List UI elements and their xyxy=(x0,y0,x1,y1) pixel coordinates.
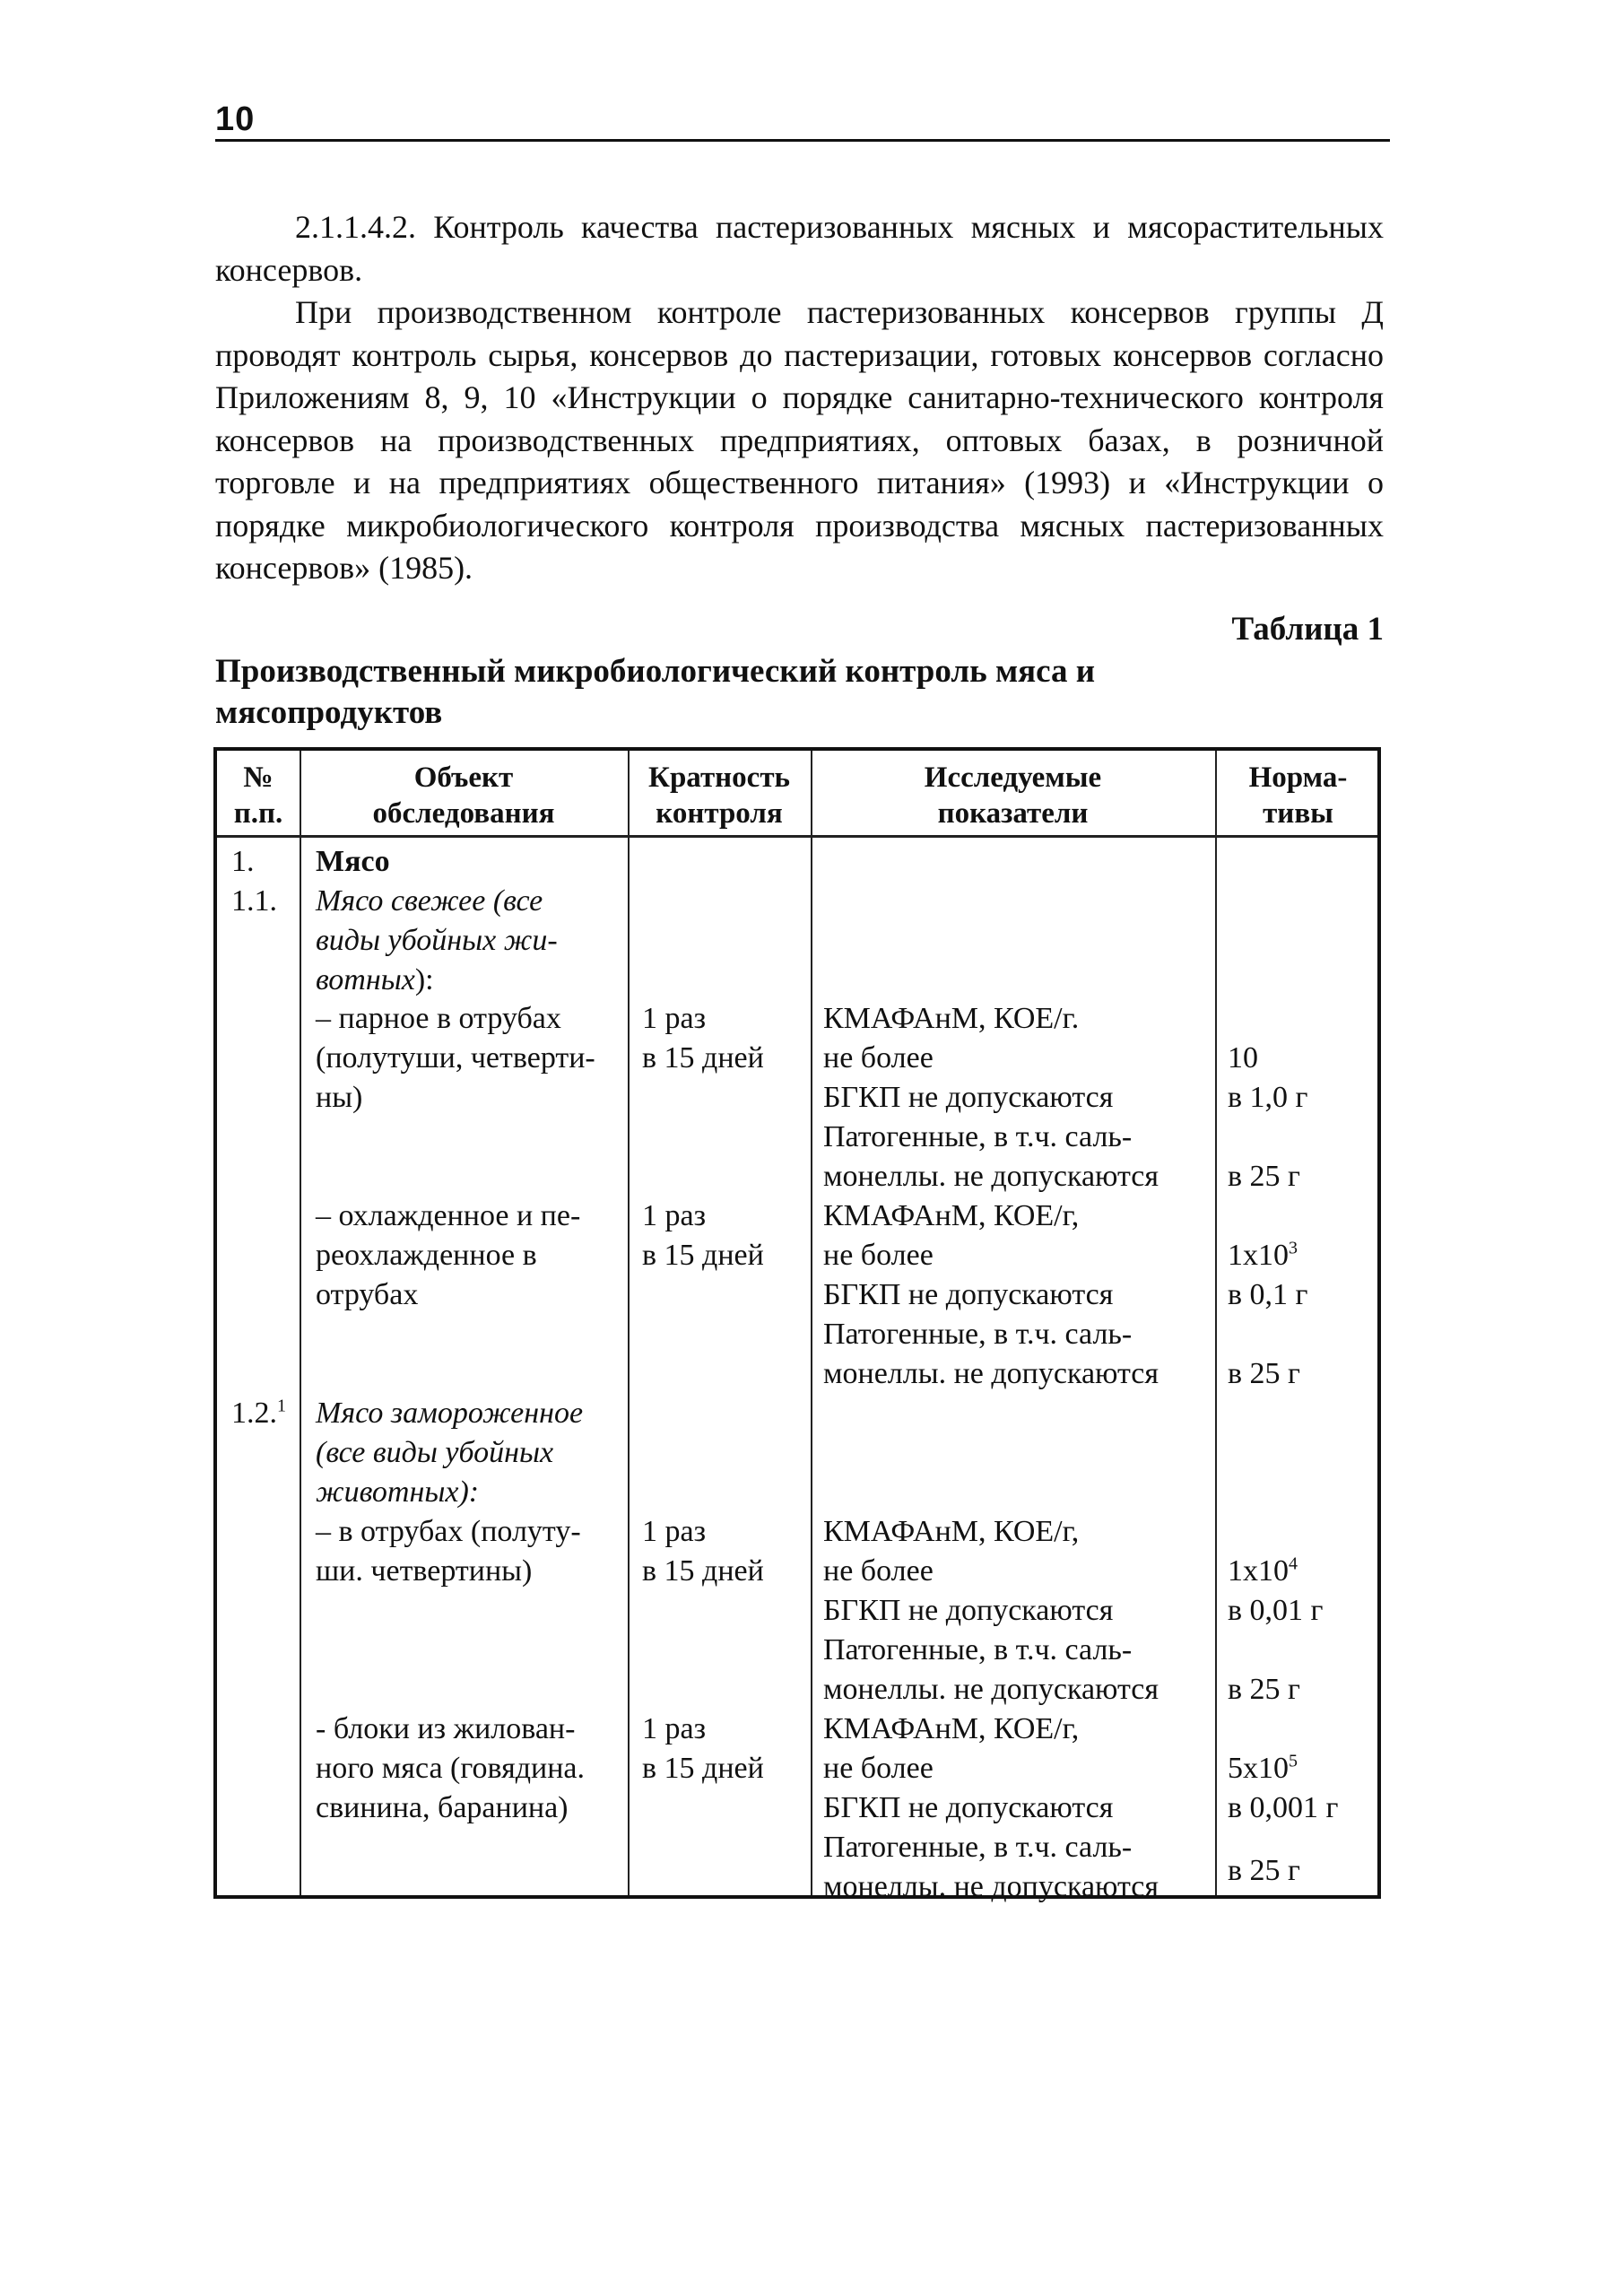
row-norm: $1х10^4$ xyxy=(1228,1553,1298,1588)
header-rule xyxy=(215,139,1390,142)
table-label: Таблица 1 xyxy=(1231,611,1384,648)
row-frequency: 1 раз в 15 дней xyxy=(642,1002,764,1075)
row-norm: $1х10^3$ xyxy=(1228,1238,1298,1272)
row-norm: 10 xyxy=(1228,1041,1258,1075)
row-norm: в 25 г xyxy=(1228,1160,1300,1193)
section-heading-paragraph: 2.1.1.4.2. Контроль качества пастеризованных мясных и мясорастительных консервов. xyxy=(215,209,1384,288)
row-indicators: КМАФАнМ, КОЕ/г. не более БГКП не допускаются Патогенные, в т.ч. саль- монеллы. не допускаются xyxy=(823,1002,1159,1193)
row-num: 1.1. xyxy=(231,884,277,918)
row-norm: в 25 г xyxy=(1228,1673,1300,1706)
row-indicators: КМАФАнМ, КОЕ/г, не более БГКП не допускаются Патогенные, в т.ч. саль- монеллы. не допускаются xyxy=(823,1199,1159,1390)
header-row-divider xyxy=(217,835,1377,838)
row-norm: в 25 г xyxy=(1228,1357,1300,1390)
column-divider xyxy=(300,751,301,1895)
header-num: № п.п. xyxy=(233,761,283,830)
header-indicators: Исследуемые показатели xyxy=(924,761,1102,830)
table-title: Производственный микробиологический контроль мяса и мясопродуктов xyxy=(215,653,1096,731)
column-divider xyxy=(1215,751,1217,1895)
row-object: – охлажденное и пе- реохлажденное в отрубах xyxy=(316,1199,581,1311)
row-object: – парное в отрубах (полутуши, четверти- ны) xyxy=(316,1002,595,1114)
row-norm: в 25 г xyxy=(1228,1854,1300,1887)
column-divider xyxy=(811,751,812,1895)
row-frequency: 1 раз в 15 дней xyxy=(642,1515,764,1588)
page-number: 10 xyxy=(215,100,256,138)
row-frequency: 1 раз в 15 дней xyxy=(642,1199,764,1272)
row-indicators: КМАФАнМ, КОЕ/г, не более БГКП не допускаются Патогенные, в т.ч. саль- монеллы. не допускаются xyxy=(823,1515,1159,1706)
row-num: 1. xyxy=(231,845,255,878)
row-norm: $5х10^5$ xyxy=(1228,1751,1298,1785)
row-object: – в отрубах (полуту- ши. четвертины) xyxy=(316,1515,581,1588)
body-paragraph: При производственном контроле пастеризованных консервов группы Д проводят контроль сырья, консервов до пастеризации, готовых консервов согласно Приложениям 8, 9, 10 «Инструкции о порядке санитарно-технического контроля консервов на производственных предприятиях, оптовых базах, в розничной торговле и на предприятиях общественного питания» (1993) и «Инструкции о порядке микробиологического контроля производства мясных пастеризованных консервов» (1985). xyxy=(215,294,1384,586)
row-num: 1.2.$^1$ xyxy=(231,1396,286,1430)
row-frequency: 1 раз в 15 дней xyxy=(642,1712,764,1785)
header-frequency: Кратность контроля xyxy=(648,761,790,830)
row-norm: в 0,1 г xyxy=(1228,1278,1308,1311)
control-table xyxy=(213,747,1381,1903)
row-object: - блоки из жилован- ного мяса (говядина. свинина, баранина) xyxy=(316,1712,585,1824)
header-object: Объект обследования xyxy=(372,761,555,830)
column-divider xyxy=(628,751,630,1895)
row-object-heading: Мясо xyxy=(316,845,390,878)
header-norms: Норма- тивы xyxy=(1248,761,1348,830)
row-norm: в 0,001 г xyxy=(1228,1791,1339,1824)
row-indicators: КМАФАнМ, КОЕ/г, не более БГКП не допускаются Патогенные, в т.ч. саль- монеллы. не допускаются xyxy=(823,1712,1159,1903)
row-object-subheading: Мясо свежее (все виды убойных жи- вотных): xyxy=(316,884,558,996)
row-norm: в 0,01 г xyxy=(1228,1594,1324,1627)
row-norm: в 1,0 г xyxy=(1228,1081,1308,1114)
row-object-subheading: Мясо замороженное (все виды убойных животных): xyxy=(316,1397,584,1509)
